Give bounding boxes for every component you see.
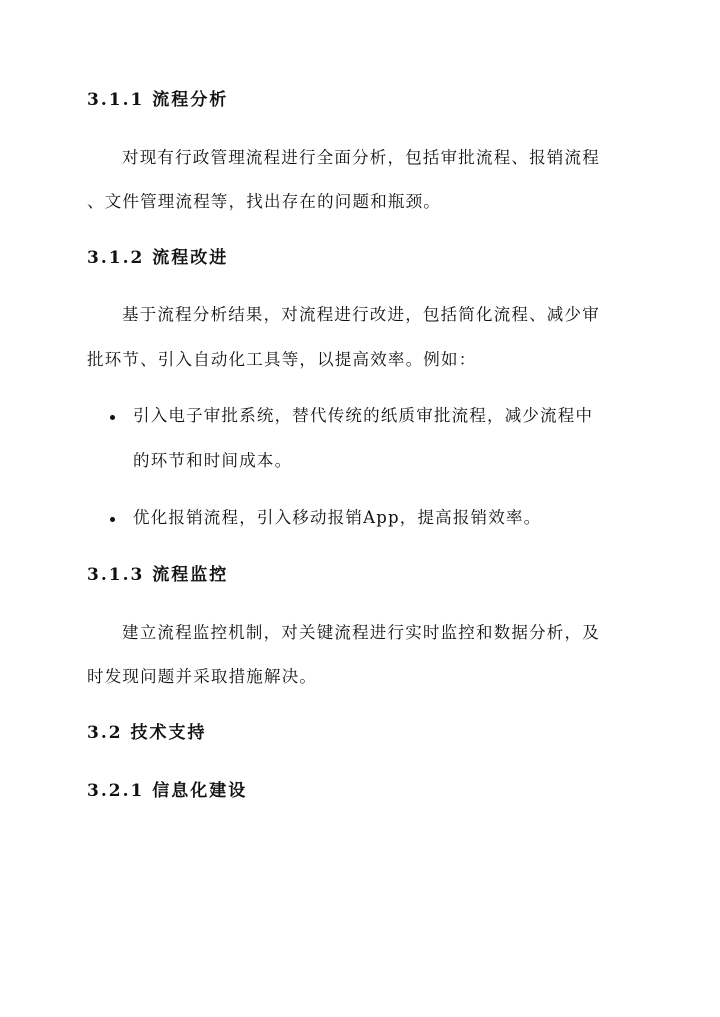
paragraph-line: 基于流程分析结果，对流程进行改进，包括简化流程、减少审	[122, 305, 600, 324]
section-heading-3-2-1: 3.2.1 信息化建设	[87, 781, 248, 801]
bullet-item-line: 的环节和时间成本。	[133, 451, 293, 470]
section-heading-3-1-1: 3.1.1 流程分析	[87, 90, 229, 110]
bullet-icon	[110, 415, 115, 420]
bullet-item-line: 优化报销流程，引入移动报销App，提高报销效率。	[133, 508, 542, 527]
bullet-item-line: 引入电子审批系统，替代传统的纸质审批流程，减少流程中	[133, 406, 594, 425]
section-heading-3-2: 3.2 技术支持	[87, 723, 207, 743]
paragraph-line: 对现有行政管理流程进行全面分析，包括审批流程、报销流程	[122, 148, 600, 167]
paragraph-line: 批环节、引入自动化工具等，以提高效率。例如：	[87, 350, 477, 369]
section-heading-3-1-3: 3.1.3 流程监控	[87, 565, 229, 585]
bullet-icon	[110, 517, 115, 522]
paragraph-line: 时发现问题并采取措施解决。	[87, 667, 318, 686]
paragraph-line: 、文件管理流程等，找出存在的问题和瓶颈。	[87, 192, 441, 211]
paragraph-line: 建立流程监控机制，对关键流程进行实时监控和数据分析，及	[122, 623, 600, 642]
section-heading-3-1-2: 3.1.2 流程改进	[87, 248, 229, 268]
